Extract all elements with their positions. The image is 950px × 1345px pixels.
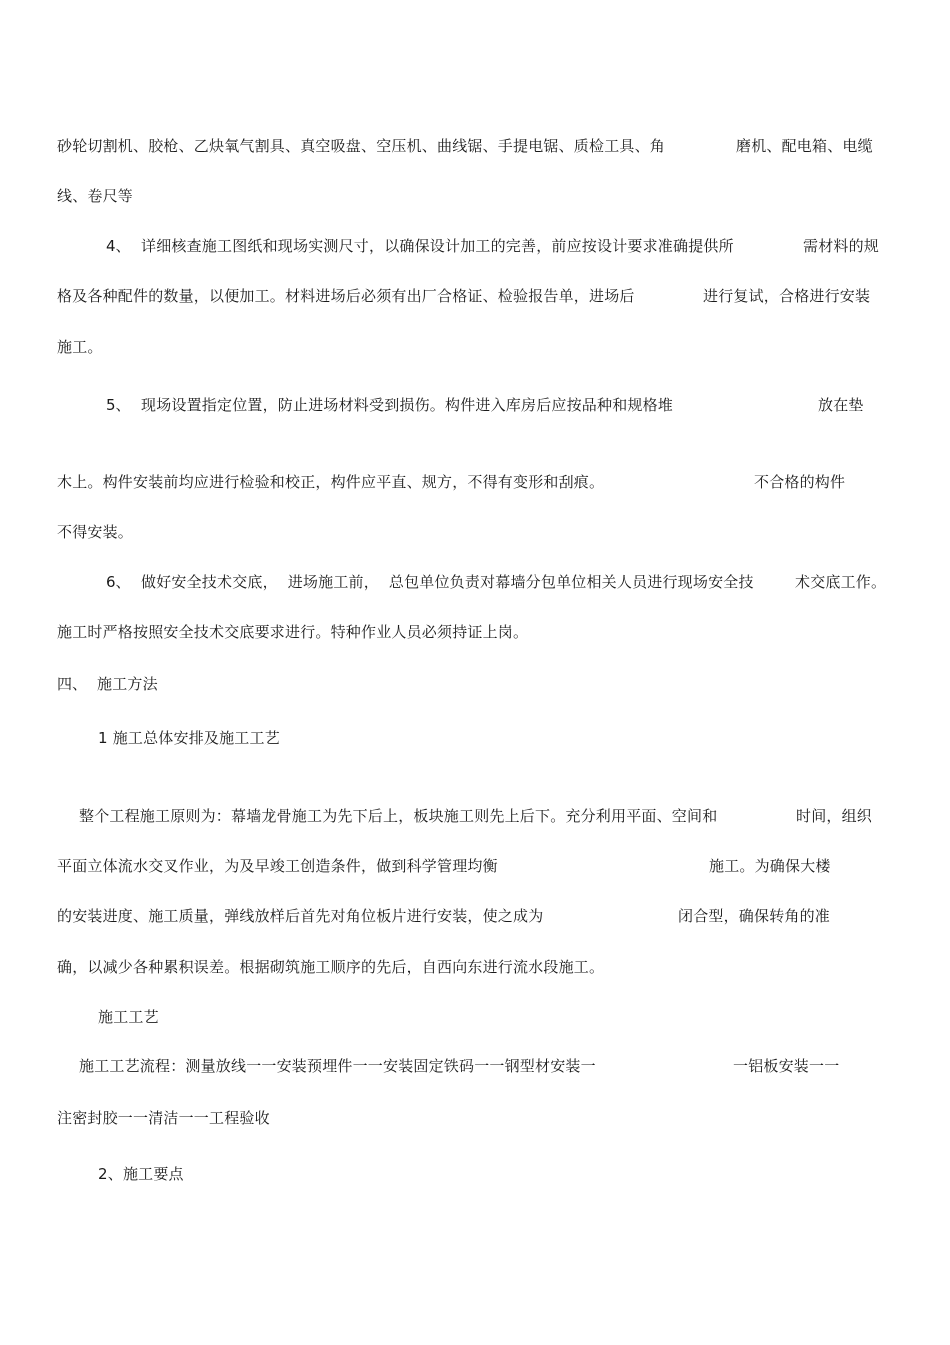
- item-6-line-1-left: 做好安全技术交底， 进场施工前， 总包单位负责对幕墙分包单位相关人员进行现场安全技: [141, 573, 754, 591]
- item-4-line-1-left: 详细核查施工图纸和现场实测尺寸，以确保设计加工的完善，前应按设计要求准确提供所: [141, 237, 734, 255]
- item-4-line-2-left: 格及各种配件的数量，以便加工。材料进场后必须有出厂合格证、检验报告单，进场后: [57, 287, 635, 305]
- craft-title: 施工工艺: [98, 1008, 159, 1026]
- section-4-title: 施工方法: [97, 675, 158, 693]
- item-4-number: 4、: [106, 237, 131, 255]
- item-5-line-2-right: 不合格的构件: [754, 473, 846, 491]
- tools-line-2: 线、卷尺等: [57, 187, 134, 205]
- tools-line-1-left: 砂轮切割机、胶枪、乙炔氧气割具、真空吸盘、空压机、曲线锯、手提电锯、质检工具、角: [57, 137, 666, 155]
- item-5-line-3: 不得安装。: [57, 523, 134, 541]
- subsection-2-title: 2、施工要点: [98, 1165, 184, 1183]
- body-line-3-left: 的安装进度、施工质量，弹线放样后首先对角位板片进行安装，使之成为: [57, 907, 544, 925]
- section-4-number: 四、: [57, 675, 88, 693]
- body-line-2-right: 施工。为确保大楼: [709, 857, 831, 875]
- item-4-line-1-right: 需材料的规: [803, 237, 880, 255]
- item-4-line-2-right: 进行复试，合格进行安装: [703, 287, 871, 305]
- body-line-3-right: 闭合型，确保转角的准: [678, 907, 831, 925]
- body-line-1-right: 时间，组织: [796, 807, 873, 825]
- item-5-number: 5、: [106, 396, 131, 414]
- item-4-line-3: 施工。: [57, 338, 103, 356]
- item-6-line-1-right: 术交底工作。: [795, 573, 887, 591]
- item-5-line-1-left: 现场设置指定位置，防止进场材料受到损伤。构件进入库房后应按品种和规格堆: [141, 396, 674, 414]
- flow-line-2: 注密封胶一一清洁一一工程验收: [57, 1109, 270, 1127]
- body-line-4: 确，以减少各种累积误差。根据砌筑施工顺序的先后，自西向东进行流水段施工。: [57, 958, 605, 976]
- item-6-number: 6、: [106, 573, 131, 591]
- body-line-2-left: 平面立体流水交叉作业，为及早竣工创造条件，做到科学管理均衡: [57, 857, 498, 875]
- flow-line-1-left: 施工工艺流程：测量放线一一安装预埋件一一安装固定铁码一一钢型材安装一: [79, 1057, 596, 1075]
- item-5-line-1-right: 放在垫: [818, 396, 864, 414]
- body-line-1-left: 整个工程施工原则为：幕墙龙骨施工为先下后上，板块施工则先上后下。充分利用平面、空间和: [79, 807, 718, 825]
- tools-line-1-right: 磨机、配电箱、电缆: [736, 137, 873, 155]
- flow-line-1-right: 一铝板安装一一: [733, 1057, 840, 1075]
- item-5-line-2-left: 木上。构件安装前均应进行检验和校正，构件应平直、规方，不得有变形和刮痕。: [57, 473, 605, 491]
- item-6-line-2: 施工时严格按照安全技术交底要求进行。特种作业人员必须持证上岗。: [57, 623, 529, 641]
- subsection-1-title: 1 施工总体安排及施工工艺: [98, 729, 280, 747]
